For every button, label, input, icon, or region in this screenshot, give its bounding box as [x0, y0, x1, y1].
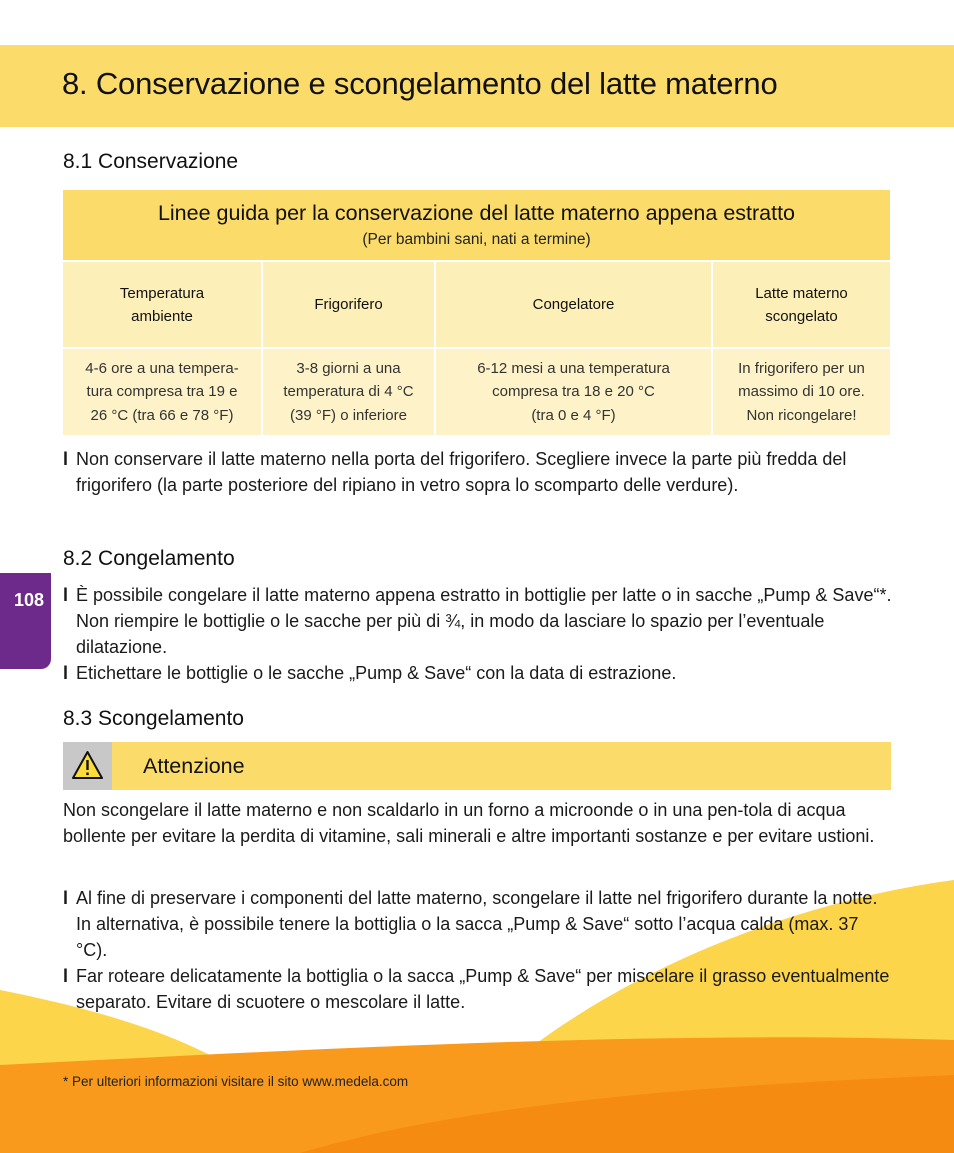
bullet-mark: l [63, 888, 69, 908]
table-title: Linee guida per la conservazione del latte materno appena estratto [157, 201, 796, 225]
freezing-bullet: l È possibile congelare il latte materno appena estratto in bottiglie per latte o in sacche „Pump & Save“*. Non riempire le bottiglie o le sacche per più di ¾, in modo da lasciare lo spazio per l’eventuale dilatazione. [63, 582, 893, 660]
bullet-mark: l [63, 449, 69, 469]
bullet-mark: l [63, 966, 69, 986]
thawing-bullet: l Far roteare delicatamente la bottiglia o la sacca „Pump & Save“ per miscelare il grasso eventualmente separato. Evitare di scuotere o mescolare il latte. [63, 963, 893, 1015]
header-freezer: Congelatore [436, 262, 711, 347]
section-title-freezing: 8.2 Congelamento [63, 547, 235, 570]
table-row [63, 349, 890, 437]
table-grid [63, 262, 890, 437]
page-number-tab [0, 573, 51, 669]
page-number: 108 [14, 590, 45, 610]
table-subtitle: (Per bambini sani, nati a termine) [362, 231, 591, 248]
section-title-thawing: 8.3 Scongelamento [63, 707, 244, 730]
cell-thawed-milk: In frigorifero per un massimo di 10 ore. Non ricongelare! [713, 349, 890, 435]
warning-label: Attenzione [143, 754, 245, 778]
header-room-temperature: Temperatura ambiente [63, 262, 261, 347]
table-header-row [63, 262, 890, 349]
header-thawed-milk: Latte materno scongelato [713, 262, 890, 347]
storage-guidelines-table [63, 190, 890, 424]
cell-fridge: 3-8 giorni a una temperatura di 4 °C (39 °F) o inferiore [263, 349, 434, 435]
warning-triangle-icon [63, 742, 112, 790]
bullet-mark: l [63, 663, 69, 683]
section-title-storage: 8.1 Conservazione [63, 150, 239, 173]
header-fridge: Frigorifero [263, 262, 434, 347]
warning-text: Non scongelare il latte materno e non scaldarlo in un forno a microonde o in una pen-tola di acqua bollente per evitare la perdita di vitamine, sali minerali e altre importanti sostanze e per evitare ustioni. [63, 800, 875, 846]
cell-freezer: 6-12 mesi a una temperatura compresa tra 18 e 20 °C (tra 0 e 4 °F) [436, 349, 711, 435]
footnote: * Per ulteriori informazioni visitare il sito www.medela.com [63, 1074, 409, 1089]
freezing-bullet: l Etichettare le bottiglie o le sacche „Pump & Save“ con la data di estrazione. [63, 660, 893, 686]
table-header-band [63, 190, 890, 260]
warning-icon-box [63, 742, 112, 790]
cell-room-temperature: 4-6 ore a una tempera- tura compresa tra 19 e 26 °C (tra 66 e 78 °F) [63, 349, 261, 435]
bullet-mark: l [63, 585, 69, 605]
thawing-bullet: l Al fine di preservare i componenti del latte materno, scongelare il latte nel frigorifero durante la notte. In alternativa, è possibile tenere la bottiglia o la sacca „Pump & Save“ sotto l’acqua calda (max. 37 °C). [63, 885, 893, 963]
storage-bullet: l Non conservare il latte materno nella porta del frigorifero. Scegliere invece la parte più fredda del frigorifero (la parte posteriore del ripiano in vetro sopra lo scomparto delle verdure). [63, 446, 893, 498]
chapter-title: 8. Conservazione e scongelamento del latte materno [62, 66, 778, 101]
